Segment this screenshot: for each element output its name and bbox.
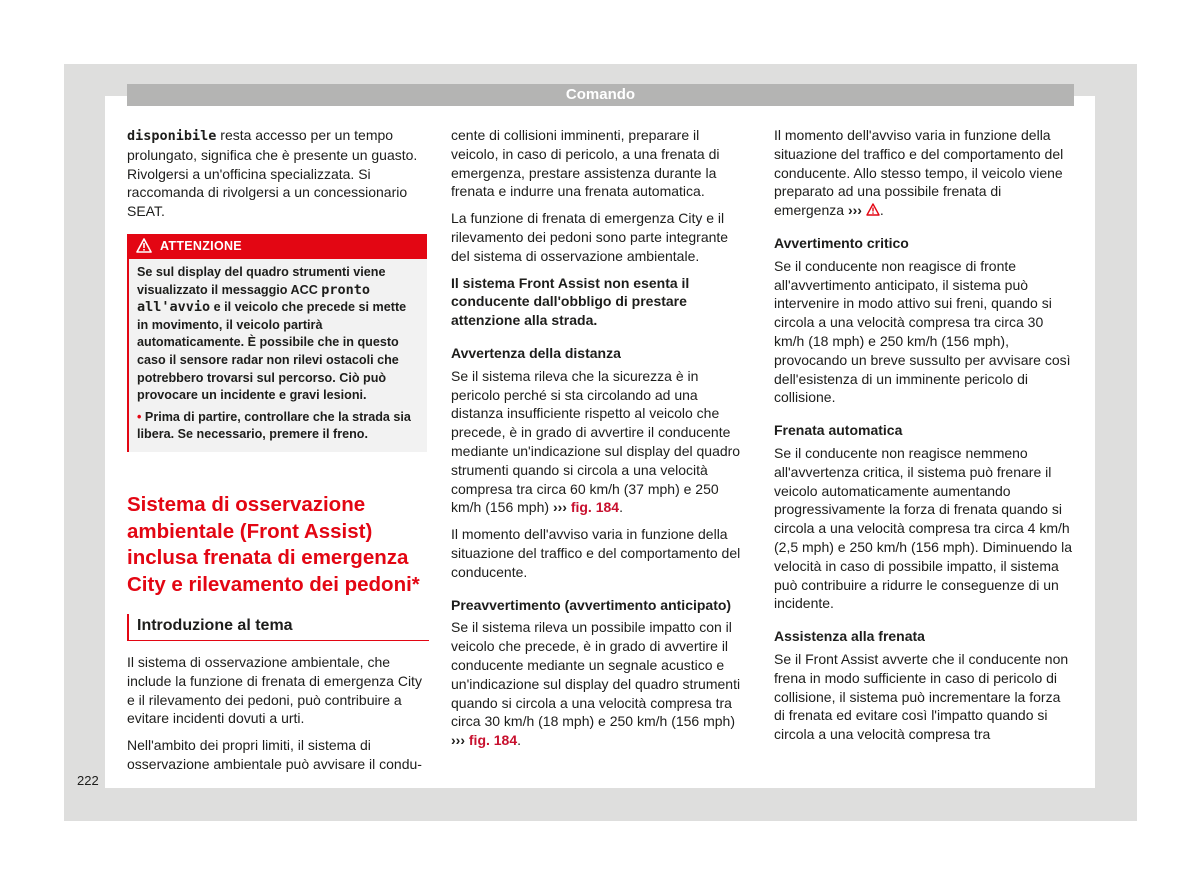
warning-message-mono: pronto all'avvio [137,281,371,316]
column-1 [127,126,427,229]
col3-paragraph-1: Il momento dell'avviso varia in funzione della situazione del traffico e del comportamento del conducente. Allo stesso tempo, il veicolo viene preparato ad una possibile frenata di emergenza ››› . [774,127,1064,219]
section-header-title: Comando [565,86,636,103]
intro-paragraph-1: Il sistema di osservazione ambientale, che include la funzione di frenata di emergenza City e il rilevamento dei pedoni, può contribuire a evitare incidenti dovuti a urti. [127,654,422,727]
cross-ref-arrows: ››› [847,202,862,219]
figure-reference-link[interactable]: fig. 184 [468,732,518,749]
pre-warning-heading: Preavvertimento (avvertimento anticipato) [451,596,732,613]
cross-ref-arrows: ››› [552,499,567,516]
section-header-bar [127,84,1074,106]
col3-paragraph-2: Se il conducente non reagisce di fronte all'avvertimento anticipato, il sistema può intervenire in modo attivo sui freni, quando si circola a una velocità compresa tra circa 30 km/h (18 mph) e 250 km/h (156 mph), provocando un breve sussulto per avvisare così dell'esistenza di un imminente pericolo di collisione. [774,257,1071,406]
col2-paragraph-2: La funzione di frenata di emergenza City e il rilevamento dei pedoni sono parte integrante del sistema di osservazione ambientale. [451,210,729,264]
col3-paragraph-4: Se il Front Assist avverte che il conducente non frena in modo sufficiente in caso di pericolo di collisione, il sistema può incrementare la forza di frenata ed evitare così l'impatto quando si circola a una velocità compresa tra [774,650,1069,743]
warning-paragraph [137,264,417,405]
warning-triangle-icon [136,238,152,258]
figure-reference-link[interactable]: fig. 184 [570,499,620,516]
intro-paragraph-2: Nell'ambito dei propri limiti, il sistema di osservazione ambientale può avvisare il condu- [127,737,422,772]
warning-title: ATTENZIONE [160,239,242,253]
intro-text [127,653,427,782]
warning-text-b: e il veicolo che precede si mette in movimento, il veicolo partirà automaticamente. È possibile che in questo caso il sensore radar non rilevi ostacoli che potrebbero trovarsi sul percorso. Ciò può provocare un incidente e gravi lesioni. [137,300,407,403]
cross-ref-arrows: ››› [451,732,465,749]
automatic-braking-heading: Frenata automatica [774,422,903,439]
warning-bullet [137,409,417,444]
warning-bullet-text: Prima di partire, controllare che la strada sia libera. Se necessario, premere il freno. [137,409,411,442]
critical-warning-heading: Avvertimento critico [774,234,909,251]
warning-text-a: Se sul display del quadro strumenti viene visualizzato il messaggio ACC [137,265,386,297]
col2-paragraph-4-text: Se il sistema rileva che la sicurezza è in pericolo perché si sta circolando ad una distanza insufficiente rispetto al veicolo che precede, è in grado di avvertire il conducente mediante un'indicazione sul display del quadro strumenti quando si circola a una velocità compresa tra circa 60 km/h (37 mph) e 250 km/h (156 mph) [451,367,741,516]
display-message-mono: disponibile [127,128,217,144]
col1-paragraph-text: resta accesso per un tempo prolungato, significa che è presente un guasto. Rivolgersi a un'officina specializzata. Si raccomanda di rivolgersi a un concessionario SEAT. [127,127,418,220]
subsection-heading [127,614,429,641]
col2-paragraph-6: Se il sistema rileva un possibile impatto con il veicolo che precede, è in grado di avvertire il conducente mediante un segnale acustico e un'indicazione sul display del quadro strumenti quando si circola a una velocità compresa tra circa 30 km/h (18 mph) e 250 km/h (156 mph) ››› fig. 184. [451,619,741,749]
col2-paragraph-4: Se il sistema rileva che la sicurezza è in pericolo perché si sta circolando ad una distanza insufficiente rispetto al veicolo che precede, è in grado di avvertire il conducente mediante un'indicazione sul display del quadro strumenti quando si circola a una velocità compresa tra circa 60 km/h (37 mph) e 250 km/h (156 mph) ››› fig. 184. [451,367,741,516]
distance-warning-heading: Avvertenza della distanza [451,344,621,361]
column-2 [451,126,749,758]
column-3 [774,126,1074,752]
warning-triangle-icon[interactable] [866,202,880,218]
warning-header [127,234,427,259]
col1-paragraph [127,126,427,221]
col3-paragraph-1-text: Il momento dell'avviso varia in funzione della situazione del traffico e del comportamento del conducente. Allo stesso tempo, il veicolo viene preparato ad una possibile frenata di emergenza [774,127,1064,219]
warning-box [127,234,427,452]
bullet-icon: • [137,409,142,424]
section-title: Sistema di osservazione ambientale (Front Assist) inclusa frenata di emergenza City e rilevamento dei pedoni* [127,493,420,596]
col2-paragraph-3: Il sistema Front Assist non esenta il conducente dall'obbligo di prestare attenzione alla strada. [451,274,690,329]
page-number: 222 [77,773,99,788]
subsection-title: Introduzione al tema [137,617,293,634]
col2-paragraph-5: Il momento dell'avviso varia in funzione della situazione del traffico e del comportamento del conducente. [451,526,741,580]
col3-paragraph-3: Se il conducente non reagisce nemmeno all'avvertenza critica, il sistema può frenare il veicolo automaticamente aumentando progressivamente la forza di frenata quando si circola a una velocità compresa tra circa 4 km/h (2,5 mph) e 250 km/h (156 mph). Diminuendo la velocità in caso di possibile impatto, il sistema può contribuire a ridurre le conseguenze di un incidente. [774,444,1073,612]
brake-assist-heading: Assistenza alla frenata [774,628,925,645]
warning-body [127,259,427,452]
col2-paragraph-6-text: Se il sistema rileva un possibile impatto con il veicolo che precede, è in grado di avvertire il conducente mediante un segnale acustico e un'indicazione sul display del quadro strumenti quando si circola a una velocità compresa tra circa 30 km/h (18 mph) e 250 km/h (156 mph) [451,619,741,730]
col2-paragraph-1: cente di collisioni imminenti, preparare il veicolo, in caso di pericolo, a una frenata di emergenza, prestare assistenza durante la frenata e indurre una frenata automatica. [451,127,720,200]
